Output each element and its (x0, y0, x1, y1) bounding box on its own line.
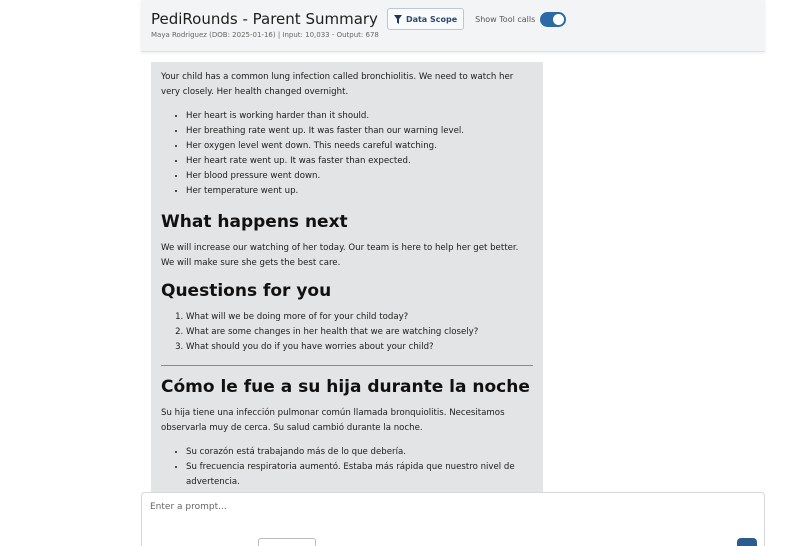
questions-list (186, 310, 533, 355)
data-scope-button[interactable] (387, 8, 464, 30)
list-item: 2. What are some changes in her health that we are watching closely? (186, 325, 533, 340)
next-text: We will increase our watching of her today. Our team is here to help her get better. We will make sure she gets the best care. (161, 243, 519, 268)
spanish-heading: Cómo le fue a su hija durante la noche (161, 377, 530, 397)
list-item: • Her oxygen level went down. This needs careful watching. (186, 139, 533, 154)
list-item: • Her heart rate went up. It was faster than expected. (186, 154, 533, 169)
tool-calls-label: Show Tool calls (475, 14, 536, 24)
spanish-status-list (186, 445, 533, 490)
list-item: • Su corazón está trabajando más de lo que debería. (186, 445, 533, 460)
next-heading: What happens next (161, 212, 348, 232)
prompt-box (141, 492, 765, 546)
parent-summary-panel (151, 62, 543, 492)
questions-heading: Questions for you (161, 281, 332, 301)
intro-text: Your child has a common lung infection called bronchiolitis. We need to watch her very closely. Her health changed overnight. (161, 72, 514, 97)
status-list (186, 109, 533, 199)
list-item: 3. What should you do if you have worries about your child? (186, 340, 533, 355)
list-item: • Her heart is working harder than it should. (186, 109, 533, 124)
prompt-input[interactable] (150, 502, 730, 512)
tool-calls-toggle[interactable] (540, 12, 566, 27)
list-item: • Her temperature went up. (186, 184, 533, 199)
send-button[interactable] (737, 538, 757, 546)
patient-info: Maya Rodriguez (DOB: 2025-01-16) | Input: 10,033 - Output: 678 (151, 31, 379, 39)
app-header (141, 0, 765, 52)
list-item: • Su frecuencia respiratoria aumentó. Estaba más rápida que nuestro nivel de advertencia. (186, 460, 533, 490)
list-item: • Her breathing rate went up. It was faster than our warning level. (186, 124, 533, 139)
list-item: • Her blood pressure went down. (186, 169, 533, 184)
toggle-knob (553, 14, 564, 25)
model-select[interactable] (258, 538, 316, 546)
title-row (151, 8, 566, 30)
data-scope-label: Data Scope (405, 14, 458, 24)
page-title: PediRounds - Parent Summary (151, 10, 378, 28)
divider (161, 365, 533, 366)
list-item: 1. What will we be doing more of for your child today? (186, 310, 533, 325)
filter-icon (394, 15, 402, 24)
spanish-intro: Su hija tiene una infección pulmonar común llamada bronquiolitis. Necesitamos observarla muy de cerca. Su salud cambió durante la noche. (161, 408, 505, 433)
